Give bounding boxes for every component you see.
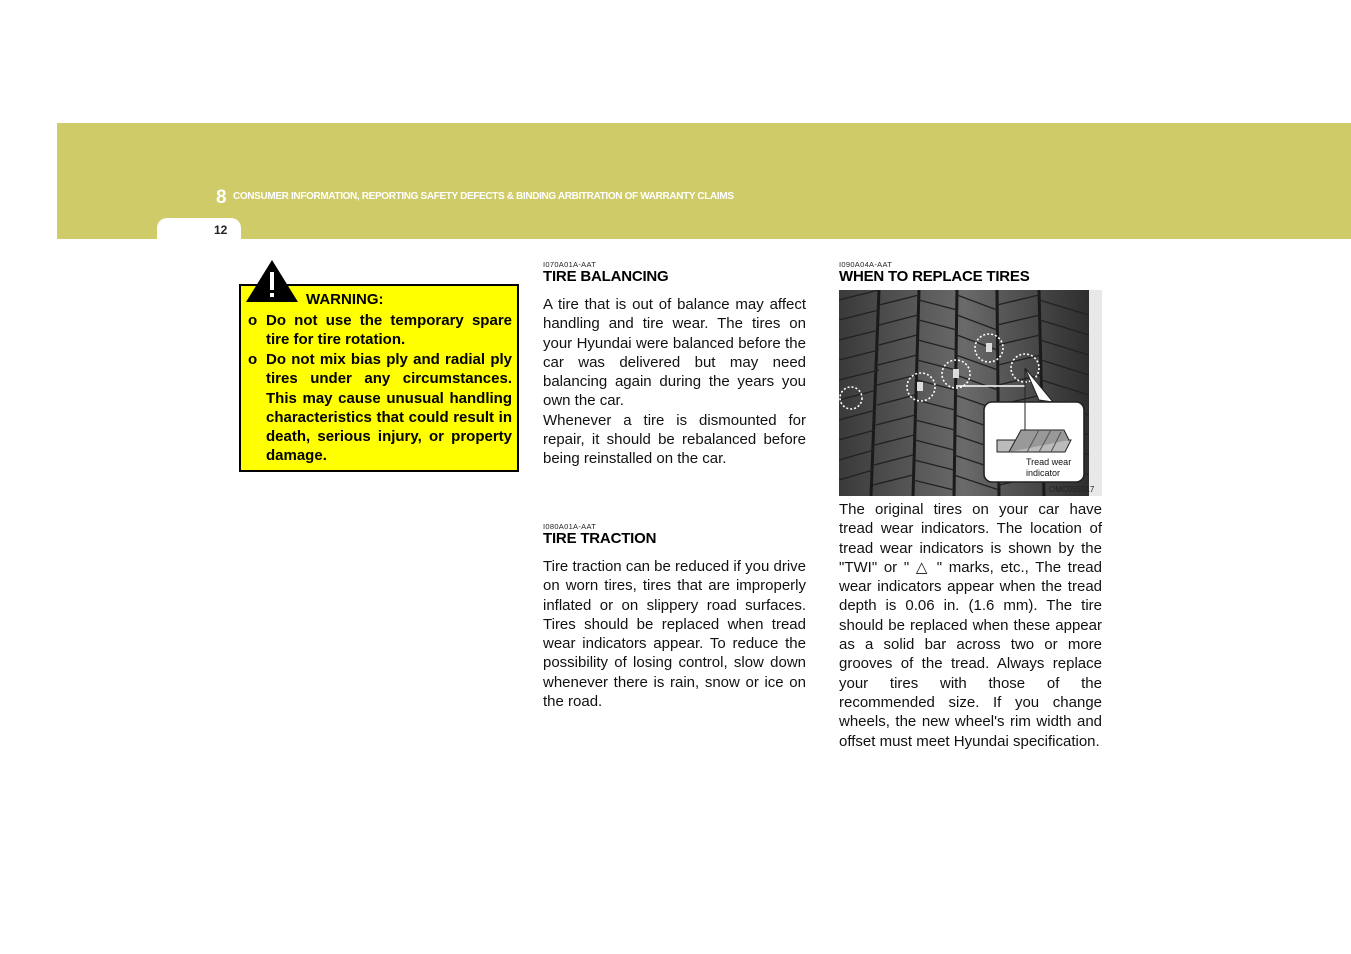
- section-title-replace-tires: WHEN TO REPLACE TIRES: [839, 268, 1030, 285]
- paragraph: A tire that is out of balance may affect handling and tire wear. The tires on your Hyundai were balanced before the car was delivered but may need balancing again during the years you own the car.: [543, 296, 806, 410]
- section-title-tire-balancing: TIRE BALANCING: [543, 268, 669, 285]
- tire-balancing-body: [543, 295, 806, 469]
- section-code: I070A01A-AAT: [543, 260, 597, 269]
- replace-tires-body: [839, 500, 1102, 751]
- replace-text-part: " marks, etc., The tread wear indicators appear when the tread depth is 0.06 in. (1.6 mm). The tire should be replaced when these appear as a solid bar across two or more grooves of the tread. Always replace your tires with those of the recommended size. If you change wheels, the new wheel's rim width and offset must meet Hyundai specification.: [839, 558, 1102, 750]
- chapter-number: 8: [216, 187, 227, 208]
- paragraph: Whenever a tire is dismounted for repair, it should be rebalanced before being reinstalled on the car.: [543, 411, 806, 468]
- tire-traction-body: Tire traction can be reduced if you drive on worn tires, tires that are improperly inflated or on slippery road surfaces. Tires should be replaced when tread wear indicators appear. To reduce the possibility of losing control, slow down whenever there is rain, snow or ice on the road.: [543, 558, 806, 711]
- section-code: I080A01A-AAT: [543, 522, 597, 531]
- bullet: o: [248, 312, 258, 329]
- chapter-title: CONSUMER INFORMATION, REPORTING SAFETY DEFECTS & BINDING ARBITRATION OF WARRANTY CLAIMS: [233, 191, 734, 202]
- warning-item: [248, 311, 512, 350]
- triangle-icon: △: [915, 558, 930, 576]
- callout-line: Tread wear: [1026, 457, 1072, 467]
- warning-triangle-icon: [244, 258, 300, 304]
- warning-item-text: Do not use the temporary spare tire for tire rotation.: [266, 312, 512, 349]
- warning-label: WARNING:: [306, 291, 384, 308]
- page-number-tab: [157, 218, 241, 239]
- section-title-tire-traction: TIRE TRACTION: [543, 530, 657, 547]
- warning-item-text: Do not mix bias ply and radial ply tires under any circumstances. This may cause unusual handling characteristics that could result in death, serious injury, or property damage.: [266, 351, 512, 465]
- page-number: 12: [214, 223, 228, 237]
- replace-text-part: The original tires on your car have tread wear indicators. The location of tread wear indicators is shown by the "TWI" or ": [839, 501, 1102, 576]
- section-code: I090A04A-AAT: [839, 260, 893, 269]
- bullet: o: [248, 351, 258, 368]
- header-band: [57, 123, 1351, 239]
- callout-line: indicator: [1026, 468, 1061, 478]
- warning-item: [248, 350, 512, 466]
- image-code: OMC055017: [1049, 485, 1095, 494]
- tread-wear-indicator-label: [1026, 457, 1071, 479]
